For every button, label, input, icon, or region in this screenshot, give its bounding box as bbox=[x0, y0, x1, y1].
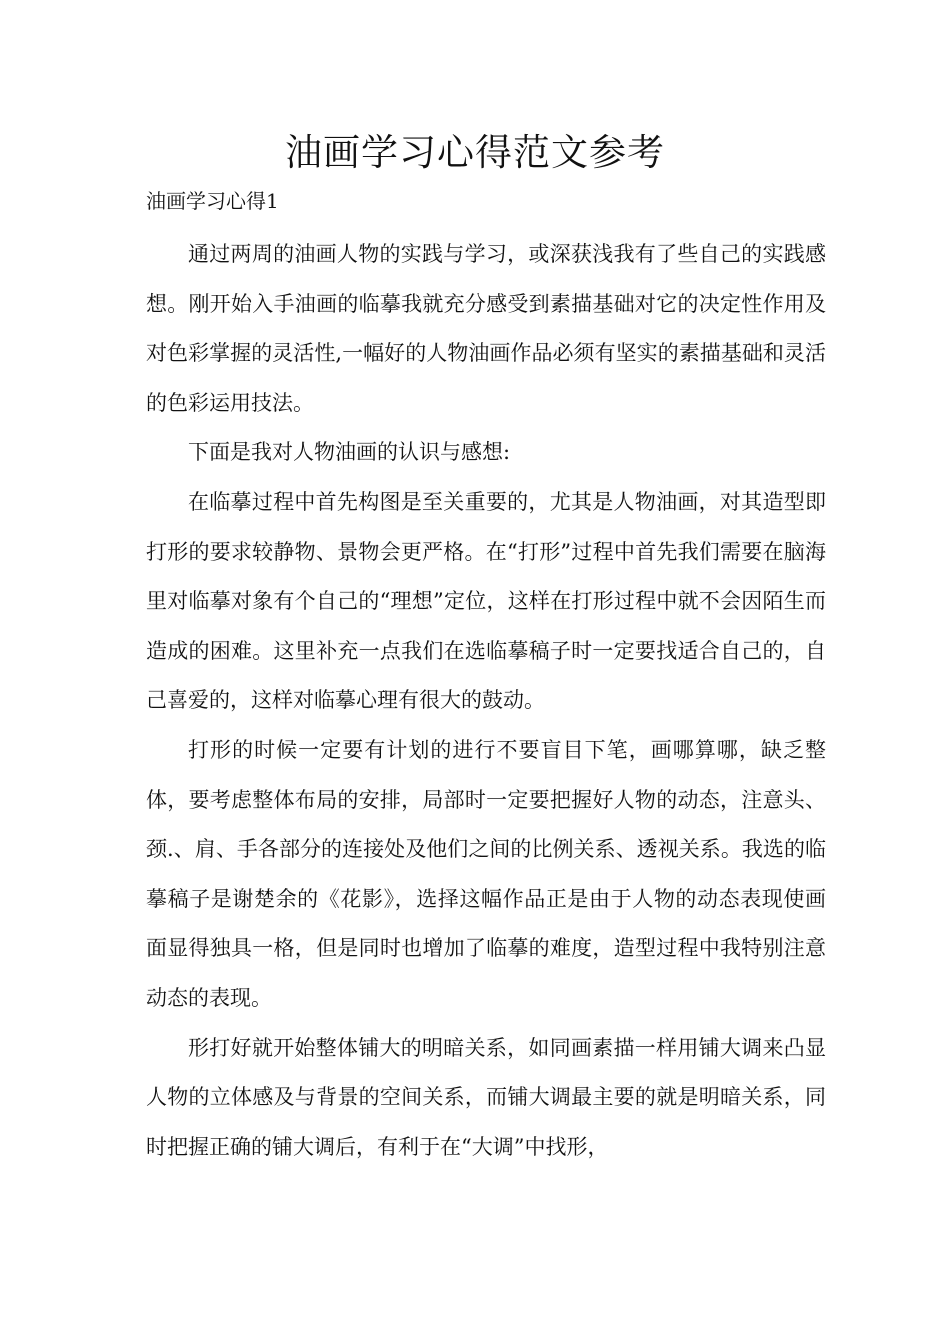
paragraph-3: 在临摹过程中首先构图是至关重要的，尤其是人物油画，对其造型即打形的要求较静物、景物会更严格。在“打形”过程中首先我们需要在脑海里对临摹对象有个自己的“理想”定位，这样在打形过程中就不会因陌生而造成的困难。这里补充一点我们在选临摹稿子时一定要找适合自己的，自己喜爱的，这样对临摹心理有很大的鼓动。 bbox=[146, 489, 826, 713]
section-heading: 油画学习心得1 bbox=[146, 189, 279, 213]
paragraph-1: 通过两周的油画人物的实践与学习，或深获浅我有了些自己的实践感想。刚开始入手油画的临摹我就充分感受到素描基础对它的决定性作用及对色彩掌握的灵活性,一幅好的人物油画作品必须有坚实的素描基础和灵活的色彩运用技法。 bbox=[146, 242, 826, 415]
document-body bbox=[146, 230, 826, 1172]
paragraph-5: 形打好就开始整体铺大的明暗关系，如同画素描一样用铺大调来凸显人物的立体感及与背景的空间关系，而铺大调最主要的就是明暗关系，同时把握正确的铺大调后，有利于在“大调”中找形， bbox=[146, 1035, 826, 1159]
paragraph-4: 打形的时候一定要有计划的进行不要盲目下笔，画哪算哪，缺乏整体，要考虑整体布局的安排，局部时一定要把握好人物的动态，注意头、颈.、肩、手各部分的连接处及他们之间的比例关系、透视关系。我选的临摹稿子是谢楚余的《花影》，选择这幅作品正是由于人物的动态表现使画面显得独具一格，但是同时也增加了临摹的难度，造型过程中我特别注意动态的表现。 bbox=[146, 737, 826, 1010]
paragraph-2: 下面是我对人物油画的认识与感想: bbox=[188, 440, 511, 465]
document-title: 油画学习心得范文参考 bbox=[285, 131, 665, 174]
